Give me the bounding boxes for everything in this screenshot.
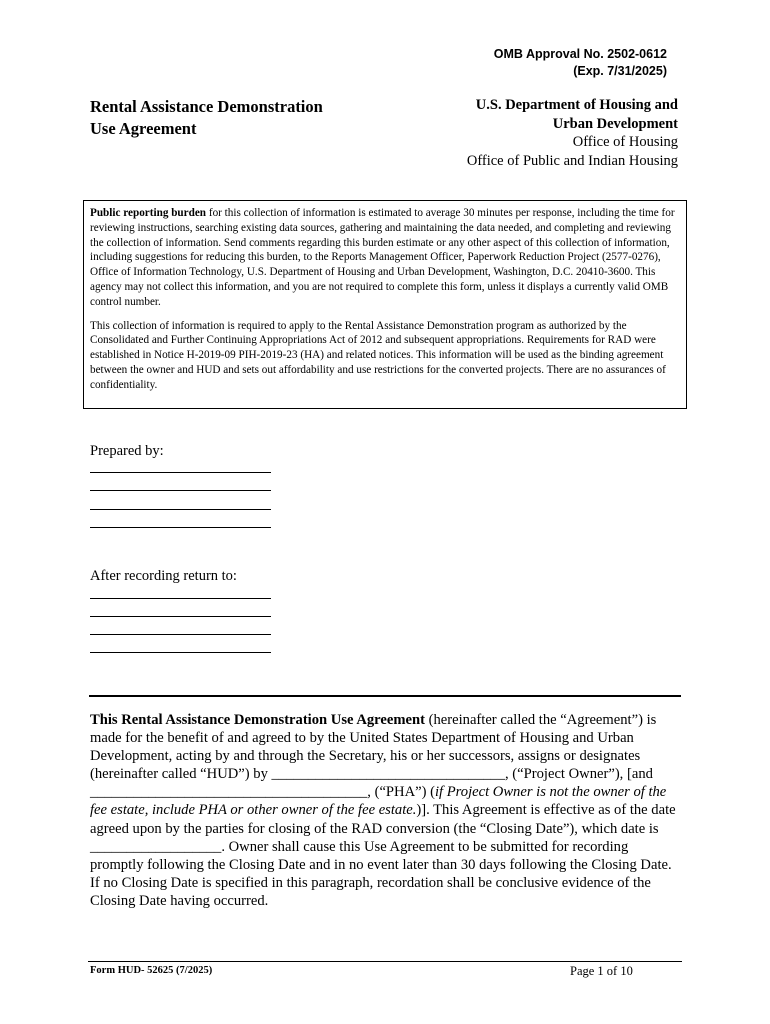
prepared-by-line-2[interactable] bbox=[90, 490, 271, 491]
footer-divider bbox=[88, 961, 682, 962]
agency-name-line1: U.S. Department of Housing and bbox=[475, 97, 678, 113]
agreement-lead: This Rental Assistance Demonstration Use Agreement bbox=[90, 712, 425, 728]
after-recording-label: After recording return to: bbox=[90, 568, 237, 584]
return-to-line-1[interactable] bbox=[90, 598, 271, 599]
agreement-italic-note: if Project Owner is not the owner of the fee estate, include PHA or other owner of the fee estate. bbox=[90, 784, 667, 819]
form-number: Form HUD- 52625 (7/2025) bbox=[90, 965, 213, 976]
page-number: Page 1 of 10 bbox=[570, 964, 633, 978]
return-to-line-3[interactable] bbox=[90, 634, 271, 635]
agency-office-housing: Office of Housing bbox=[572, 134, 678, 150]
document-title-line2: Use Agreement bbox=[90, 119, 197, 138]
section-divider bbox=[89, 695, 681, 697]
agreement-text-2: )]. This Agreement is effective as of the date agreed upon by the parties for closing of the RAD conversion (the “Closing Date”), which date is __________________. Owner shall cause this Use Agreement to be submitted for recording promptly following the Closing Date and in no event later than 30 days following the Closing Date. If no Closing Date is specified in this paragraph, recordation shall be conclusive evidence of the Closing Date having occurred. bbox=[90, 802, 676, 909]
agreement-paragraph bbox=[90, 711, 682, 910]
return-to-line-4[interactable] bbox=[90, 652, 271, 653]
agreement-text-1: (hereinafter called the “Agreement”) is made for the benefit of and agreed to by the United States Department of Housing and Urban Development, acting by and through the Secretary, his or her successors, assigns or designates (hereinafter called “HUD”) by ________________________________, (“Project Owner”), [and ______________________________________, (“PHA”) ( bbox=[90, 712, 657, 801]
burden-paragraph-2: This collection of information is required to apply to the Rental Assistance Demonstration program as authorized by the Consolidated and Further Continuing Appropriations Act of 2012 and subsequent appropriations. Requirements for RAD were established in Notice H-2019-09 PIH-2019-23 (HA) and related notices. This information will be used as the binding agreement between the owner and HUD and sets out affordability and use restrictions for the converted projects. There are no assurances of confidentiality. bbox=[90, 319, 666, 391]
document-title-line1: Rental Assistance Demonstration bbox=[90, 97, 323, 116]
document-title bbox=[90, 96, 323, 140]
agency-office-pih: Office of Public and Indian Housing bbox=[466, 152, 678, 169]
omb-approval-number: OMB Approval No. 2502-0612 bbox=[493, 47, 667, 61]
omb-approval-block bbox=[494, 46, 667, 80]
omb-expiration: (Exp. 7/31/2025) bbox=[573, 64, 667, 78]
burden-notice-box bbox=[83, 200, 687, 409]
burden-paragraph-1 bbox=[90, 206, 680, 310]
return-to-line-2[interactable] bbox=[90, 616, 271, 617]
prepared-by-label: Prepared by: bbox=[90, 443, 164, 459]
agency-name-line2: Urban Development bbox=[552, 115, 678, 132]
burden-text: for this collection of information is estimated to average 30 minutes per response, including the time for reviewing instructions, searching existing data sources, gathering and maintaining the data needed, and completing and reviewing the collection of information. Send comments regarding this burden estimate or any other aspect of this collection of information, including suggestions for reducing this burden, to the Reports Management Officer, Paperwork Reduction Project (2577-0276), Office of Information Technology, U.S. Department of Housing and Urban Development, Washington, D.C. 20410-3600. This agency may not collect this information, and you are not required to complete this form, unless it displays a currently valid OMB control number. bbox=[90, 207, 675, 308]
prepared-by-line-4[interactable] bbox=[90, 527, 271, 528]
agency-block bbox=[467, 96, 678, 170]
prepared-by-line-1[interactable] bbox=[90, 472, 271, 473]
burden-lead: Public reporting burden bbox=[90, 207, 207, 219]
prepared-by-line-3[interactable] bbox=[90, 509, 271, 510]
